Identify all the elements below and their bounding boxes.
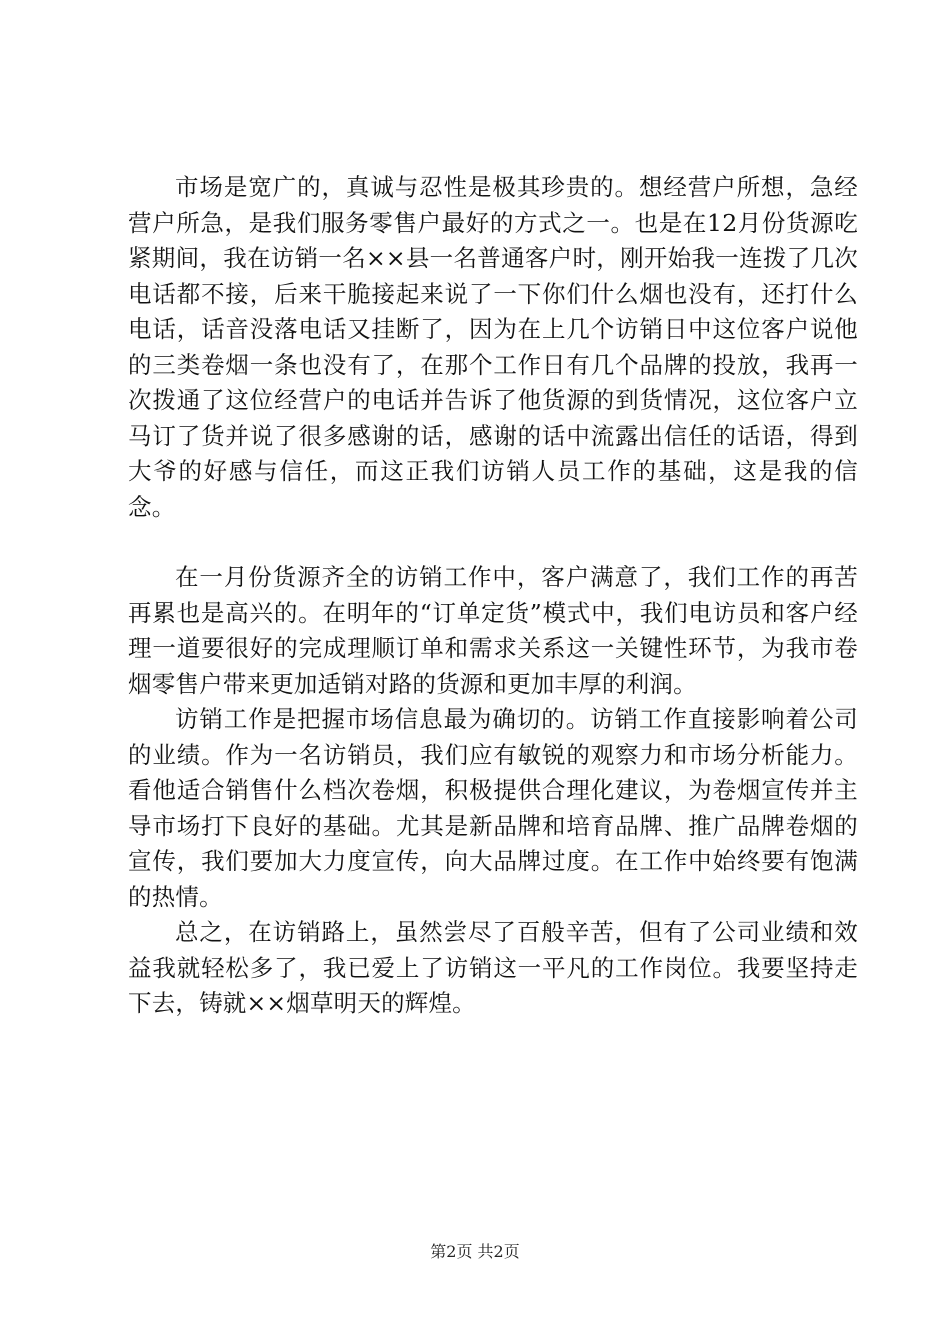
paragraph-conclusion: 总之，在访销路上，虽然尝尽了百般辛苦，但有了公司业绩和效益我就轻松多了，我已爱上了访销这一平凡的工作岗位。我要坚持走下去，铸就××烟草明天的辉煌。 [128,918,858,1017]
document-body [128,170,858,1022]
paragraph-january-supply: 在一月份货源齐全的访销工作中，客户满意了，我们工作的再苦再累也是高兴的。在明年的“订单定货”模式中，我们电访员和客户经理一道要很好的完成理顺订单和需求关系这一关键性环节，为我市卷烟零售户带来更加适销对路的货源和更加丰厚的利润。 [128,563,858,698]
paragraph-spacer [128,525,858,560]
page-number-footer: 第2页 共2页 [430,1242,520,1261]
paragraph-market-information: 访销工作是把握市场信息最为确切的。访销工作直接影响着公司的业绩。作为一名访销员，我们应有敏锐的观察力和市场分析能力。看他适合销售什么档次卷烟，积极提供合理化建议，为卷烟宣传并主导市场打下良好的基础。尤其是新品牌和培育品牌、推广品牌卷烟的宣传，我们要加大力度宣传，向大品牌过度。在工作中始终要有饱满的热情。 [128,705,858,911]
paragraph-market-sincerity: 市场是宽广的，真诚与忍性是极其珍贵的。想经营户所想，急经营户所急，是我们服务零售户最好的方式之一。也是在12月份货源吃紧期间，我在访销一名××县一名普通客户时，刚开始我一连拨了几次电话都不接，后来干脆接起来说了一下你们什么烟也没有，还打什么电话，话音没落电话又挂断了，因为在上几个访销日中这位客户说他的三类卷烟一条也没有了，在那个工作日有几个品牌的投放，我再一次拨通了这位经营户的电话并告诉了他货源的到货情况，这位客户立马订了货并说了很多感谢的话，感谢的话中流露出信任的话语，得到大爷的好感与信任，而这正我们访销人员工作的基础，这是我的信念。 [128,173,858,521]
